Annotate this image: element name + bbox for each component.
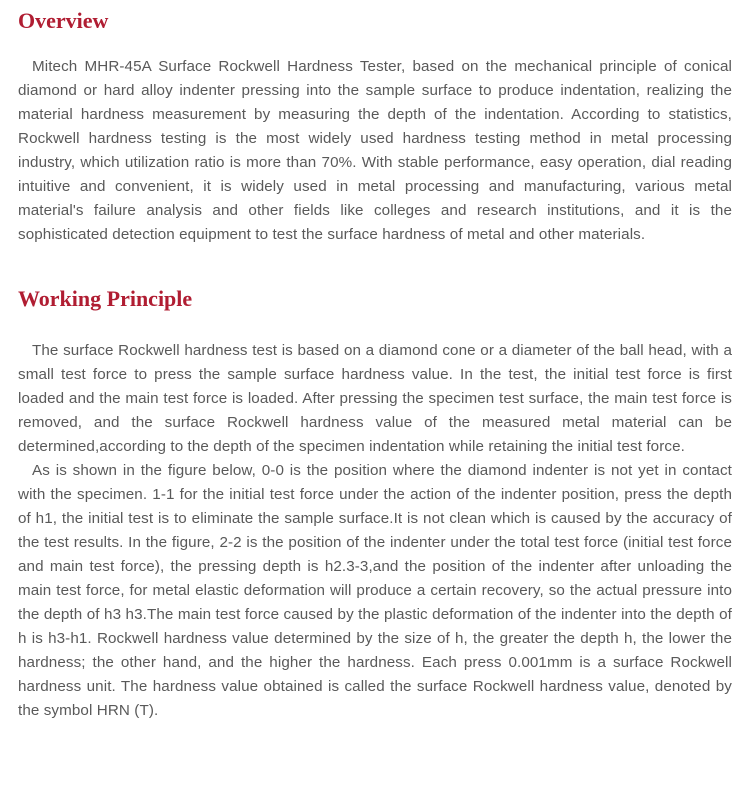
overview-heading: Overview [18, 8, 109, 33]
section-overview [18, 8, 732, 247]
section-working-principle [18, 286, 732, 723]
working-principle-heading: Working Principle [18, 286, 193, 311]
working-principle-paragraph-2: As is shown in the figure below, 0-0 is the position where the diamond indenter is not yet in contact with the specimen. 1-1 for the initial test force under the action of the indenter position, press the depth of h1, the initial test is to eliminate the sample surface.It is not clean which is caused by the accuracy of the test results. In the figure, 2-2 is the position of the indenter under the total test force (initial test force and main test force), the pressing depth is h2.3-3,and the position of the indenter after unloading the main test force, for metal elastic deformation will produce a certain recovery, so the actual pressure into the depth of h3 h3.The main test force caused by the plastic deformation of the indenter into the depth of h is h3-h1. Rockwell hardness value determined by the size of h, the greater the depth h, the lower the hardness; the other hand, and the higher the hardness. Each press 0.001mm is a surface Rockwell hardness unit. The hardness value obtained is called the surface Rockwell hardness value, denoted by the symbol HRN (T). [18, 462, 732, 719]
working-principle-paragraph-1: The surface Rockwell hardness test is based on a diamond cone or a diameter of the ball head, with a small test force to press the sample surface hardness value. In the test, the initial test force is first loaded and the main test force is loaded. After pressing the specimen test surface, the main test force is removed, and the surface Rockwell hardness value of the measured metal material can be determined,according to the depth of the specimen indentation while retaining the initial test force. [18, 342, 732, 455]
overview-paragraph: Mitech MHR-45A Surface Rockwell Hardness Tester, based on the mechanical principle of conical diamond or hard alloy indenter pressing into the sample surface to produce indentation, realizing the material hardness measurement by measuring the depth of the indentation. According to statistics, Rockwell hardness testing is the most widely used hardness testing method in metal processing industry, which utilization ratio is more than 70%. With stable performance, easy operation, dial reading intuitive and convenient, it is widely used in metal processing and manufacturing, various metal material's failure analysis and other fields like colleges and research institutions, and it is the sophisticated detection equipment to test the surface hardness of metal and other materials. [18, 58, 732, 243]
